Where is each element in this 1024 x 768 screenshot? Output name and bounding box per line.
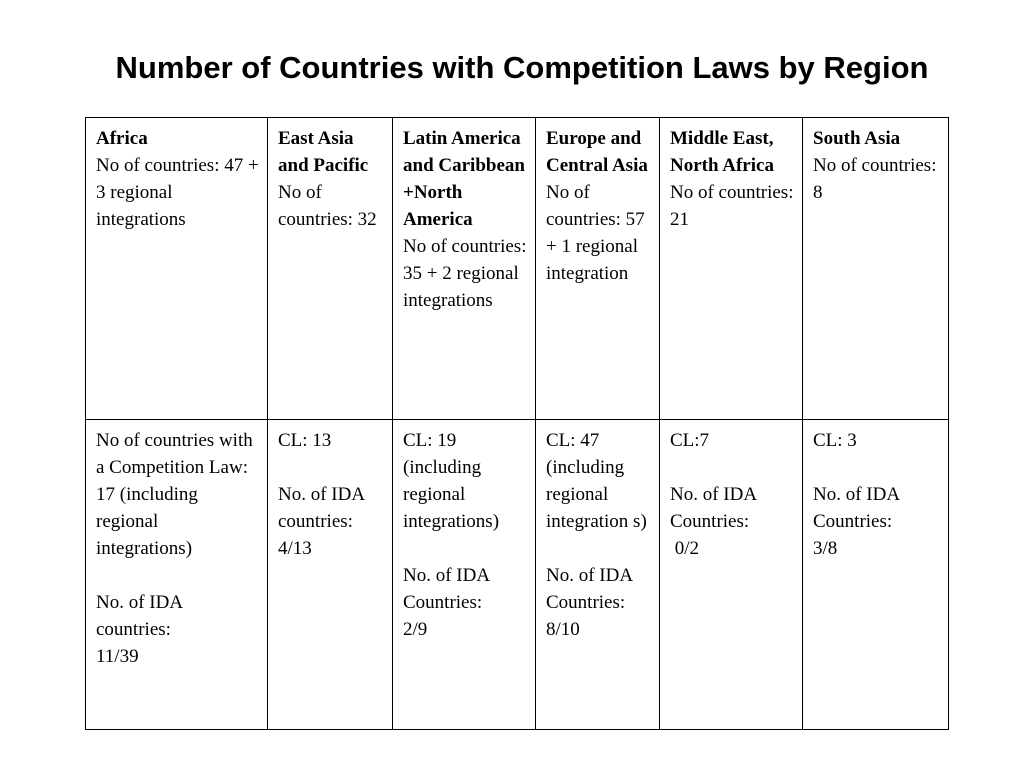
region-cell-europe-central-asia [536, 118, 660, 420]
cl-cell-africa [86, 420, 268, 730]
ida-label: No. of IDA Countries: [813, 484, 900, 532]
region-cell-south-asia [803, 118, 949, 420]
competition-law-count: No of countries with a Competition Law: 17 (including regional integrations) [96, 430, 253, 559]
cl-cell-europe-central-asia [536, 420, 660, 730]
ida-value: 4/13 [278, 538, 312, 559]
slide-title: Number of Countries with Competition Laws by Region [115, 50, 929, 85]
ida-label: No. of IDA countries: [96, 592, 183, 640]
ida-label: No. of IDA Countries: [546, 565, 633, 613]
region-name: Latin America and Caribbean +North America [403, 128, 525, 230]
competition-law-row [86, 420, 949, 730]
region-country-count: No of countries: 21 [670, 182, 794, 230]
regions-table [85, 117, 949, 730]
cl-cell-latin-america [393, 420, 536, 730]
cl-cell-south-asia [803, 420, 949, 730]
competition-law-count: CL: 3 [813, 430, 857, 451]
ida-value: 0/2 [670, 538, 700, 559]
cl-cell-east-asia-pacific [268, 420, 393, 730]
ida-label: No. of IDA Countries: [403, 565, 490, 613]
competition-law-count: CL: 19 (including regional integrations) [403, 430, 500, 532]
ida-value: 8/10 [546, 619, 580, 640]
region-country-count: No of countries: 32 [278, 182, 377, 230]
ida-label: No. of IDA countries: [278, 484, 365, 532]
region-country-count: No of countries: 47 + 3 regional integrations [96, 155, 259, 230]
competition-law-count: CL: 47 (including regional integration s) [546, 430, 647, 532]
region-cell-latin-america [393, 118, 536, 420]
region-name: Middle East, North Africa [670, 128, 774, 176]
region-country-count: No of countries: 57 + 1 regional integration [546, 182, 645, 284]
competition-law-count: CL:7 [670, 430, 710, 451]
region-country-count: No of countries: 35 + 2 regional integrations [403, 236, 527, 311]
ida-value: 2/9 [403, 619, 428, 640]
cl-cell-middle-east-north-africa [660, 420, 803, 730]
region-name: Europe and Central Asia [546, 128, 648, 176]
region-cell-middle-east-north-africa [660, 118, 803, 420]
competition-law-count: CL: 13 [278, 430, 332, 451]
region-name: East Asia and Pacific [278, 128, 369, 176]
ida-label: No. of IDA Countries: [670, 484, 757, 532]
ida-value: 11/39 [96, 646, 139, 667]
ida-value: 3/8 [813, 538, 838, 559]
region-country-count: No of countries: 8 [813, 155, 937, 203]
region-name: South Asia [813, 128, 901, 149]
region-header-row [86, 118, 949, 420]
region-name: Africa [96, 128, 148, 149]
region-cell-africa [86, 118, 268, 420]
region-cell-east-asia-pacific [268, 118, 393, 420]
